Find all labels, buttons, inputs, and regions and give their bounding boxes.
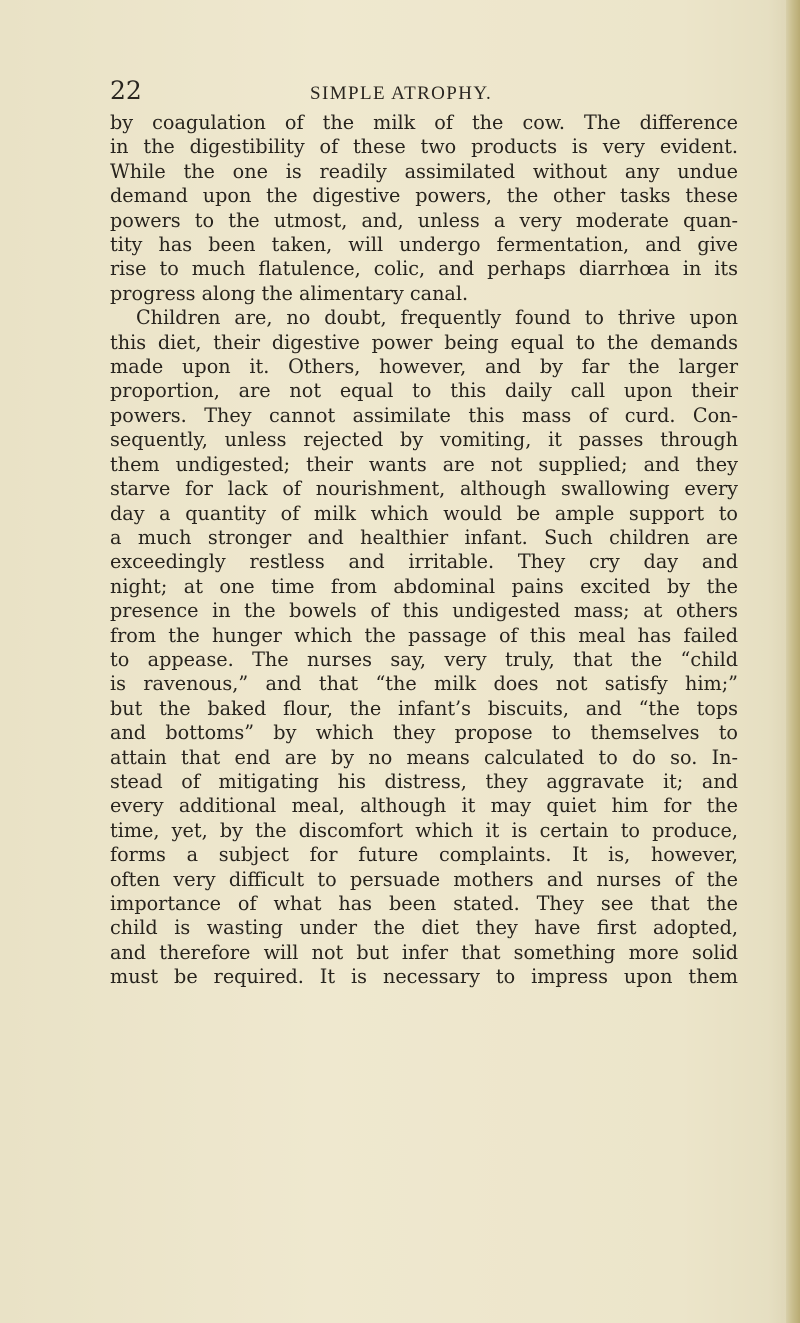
text-line: time, yet, by the discomfort which it is certain to produce, bbox=[110, 818, 738, 842]
text-line: made upon it. Others, however, and by far the larger bbox=[110, 355, 738, 379]
text-line: sequently, unless rejected by vomiting, it passes through bbox=[110, 428, 738, 452]
text-line: powers. They cannot assimilate this mass of curd. Con- bbox=[110, 403, 738, 427]
text-line: and bottoms” by which they propose to themselves to bbox=[110, 721, 738, 745]
text-line: them undigested; their wants are not supplied; and they bbox=[110, 452, 738, 476]
text-line: in the digestibility of these two products is very evident. bbox=[110, 135, 738, 159]
text-line: rise to much flatulence, colic, and perhaps diarrhœa in its bbox=[110, 257, 738, 281]
text-line: this diet, their digestive power being equal to the demands bbox=[110, 330, 738, 354]
body-text bbox=[110, 111, 738, 990]
text-line: Children are, no doubt, frequently found to thrive upon bbox=[136, 306, 738, 330]
text-line: night; at one time from abdominal pains excited by the bbox=[110, 574, 738, 598]
running-head: SIMPLE ATROPHY. bbox=[310, 83, 493, 104]
text-line: presence in the bowels of this undigested mass; at others bbox=[110, 599, 738, 623]
text-line: a much stronger and healthier infant. Such children are bbox=[110, 525, 738, 549]
text-line: by coagulation of the milk of the cow. The difference bbox=[110, 111, 738, 134]
text-line: but the baked flour, the infant’s biscuits, and “the tops bbox=[110, 696, 738, 720]
text-line: from the hunger which the passage of this meal has failed bbox=[110, 623, 738, 647]
text-line: demand upon the digestive powers, the other tasks these bbox=[110, 184, 738, 208]
text-line: While the one is readily assimilated without any undue bbox=[110, 159, 738, 183]
page-number: 22 bbox=[110, 76, 142, 105]
text-line: every additional meal, although it may quiet him for the bbox=[110, 794, 738, 818]
text-line: proportion, are not equal to this daily call upon their bbox=[110, 379, 738, 403]
text-line: powers to the utmost, and, unless a very moderate quan- bbox=[110, 208, 738, 232]
page-header bbox=[110, 76, 730, 106]
text-line: must be required. It is necessary to impress upon them bbox=[110, 965, 738, 989]
text-line: day a quantity of milk which would be ample support to bbox=[110, 501, 738, 525]
text-line: to appease. The nurses say, very truly, that the “child bbox=[110, 647, 738, 671]
text-line: importance of what has been stated. They see that the bbox=[110, 892, 738, 915]
text-line: tity has been taken, will undergo fermentation, and give bbox=[110, 233, 738, 257]
text-line: child is wasting under the diet they have first adopted, bbox=[110, 916, 738, 940]
text-line: is ravenous,” and that “the milk does not satisfy him;” bbox=[110, 672, 738, 696]
text-line: and therefore will not but infer that something more solid bbox=[110, 940, 738, 964]
page-edge bbox=[786, 0, 800, 1323]
text-line: exceedingly restless and irritable. They cry day and bbox=[110, 550, 738, 574]
text-line: forms a subject for future complaints. It is, however, bbox=[110, 843, 738, 867]
text-line: attain that end are by no means calculated to do so. In- bbox=[110, 745, 738, 769]
text-line: stead of mitigating his distress, they aggravate it; and bbox=[110, 769, 738, 793]
text-line: starve for lack of nourishment, although swallowing every bbox=[110, 477, 738, 501]
text-line: often very difficult to persuade mothers and nurses of the bbox=[110, 867, 738, 891]
text-line: progress along the alimentary canal. bbox=[110, 281, 469, 305]
